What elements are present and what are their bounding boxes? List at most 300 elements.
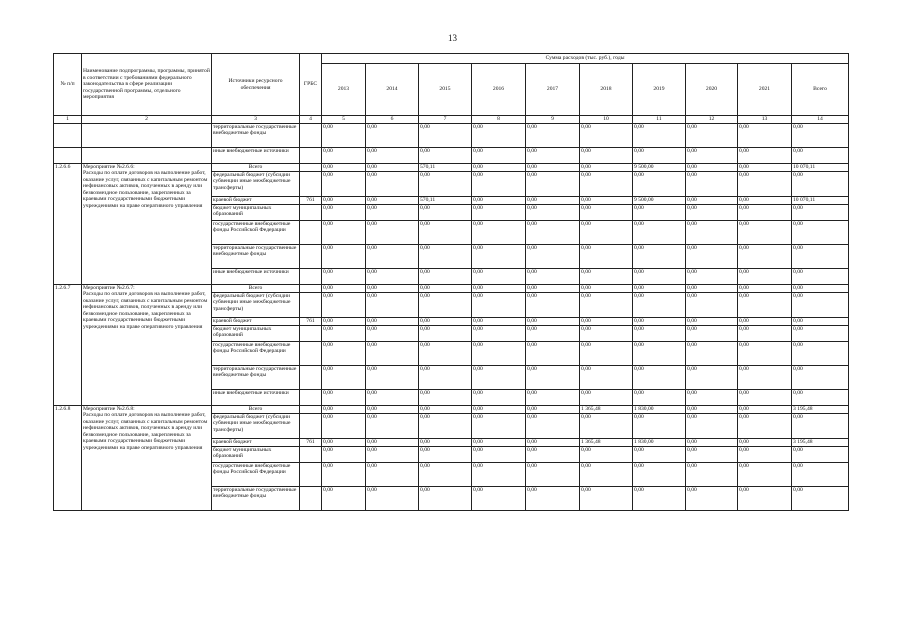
measure-number: 1.2.6.7 (54, 284, 82, 405)
value-cell: 0,00 (580, 365, 633, 389)
source-cell: территориальные государственные внебюджетные фонды (212, 486, 300, 510)
row-num-cell (54, 123, 82, 147)
value-cell: 0,00 (526, 204, 580, 220)
header-year: 2016 (472, 64, 526, 116)
value-cell: 0,00 (472, 204, 526, 220)
column-number: 9 (526, 116, 580, 124)
grbs-cell (300, 244, 322, 268)
grbs-cell (300, 413, 322, 438)
value-cell: 0,00 (322, 365, 366, 389)
value-cell: 0,00 (738, 413, 792, 438)
value-cell: 0,00 (633, 317, 686, 325)
value-cell: 0,00 (633, 284, 686, 292)
source-cell: федеральный бюджет (субсидии субвенции иные межбюджетные трансферты) (212, 171, 300, 196)
value-cell: 0,00 (580, 123, 633, 147)
value-cell: 0,00 (419, 147, 472, 163)
table-row (54, 163, 849, 171)
value-cell: 0,00 (738, 462, 792, 486)
value-cell: 0,00 (580, 163, 633, 171)
value-cell: 0,00 (419, 365, 472, 389)
value-cell: 0,00 (686, 123, 738, 147)
value-cell: 0,00 (472, 325, 526, 341)
value-cell: 0,00 (526, 244, 580, 268)
value-cell: 0,00 (322, 389, 366, 405)
value-cell: 0,00 (366, 389, 419, 405)
value-cell: 0,00 (472, 220, 526, 244)
value-cell: 0,00 (472, 438, 526, 446)
value-cell: 0,00 (526, 446, 580, 462)
value-cell: 0,00 (322, 325, 366, 341)
value-cell: 0,00 (366, 486, 419, 510)
value-cell: 1 365,48 (580, 438, 633, 446)
value-cell: 0,00 (686, 486, 738, 510)
value-cell: 0,00 (419, 204, 472, 220)
value-cell: 0,00 (792, 147, 849, 163)
value-cell: 1 830,00 (633, 405, 686, 413)
value-cell: 0,00 (580, 268, 633, 284)
value-cell: 0,00 (580, 389, 633, 405)
value-cell: 0,00 (366, 171, 419, 196)
value-cell: 0,00 (633, 171, 686, 196)
value-cell: 0,00 (633, 462, 686, 486)
value-cell: 0,00 (792, 244, 849, 268)
value-cell: 0,00 (366, 244, 419, 268)
header-grbs: ГРБС (300, 54, 322, 116)
value-cell: 0,00 (738, 486, 792, 510)
grbs-cell: 761 (300, 438, 322, 446)
source-cell: краевой бюджет (212, 196, 300, 204)
value-cell: 0,00 (322, 147, 366, 163)
value-cell: 0,00 (526, 220, 580, 244)
value-cell: 0,00 (580, 147, 633, 163)
value-cell: 0,00 (580, 284, 633, 292)
value-cell: 0,00 (419, 268, 472, 284)
value-cell: 0,00 (322, 196, 366, 204)
value-cell: 0,00 (633, 446, 686, 462)
value-cell: 0,00 (792, 446, 849, 462)
value-cell: 0,00 (686, 196, 738, 204)
header-year: 2020 (686, 64, 738, 116)
header-sum: Сумма расходов (тыс. руб.), годы (322, 54, 849, 64)
grbs-cell: 761 (300, 317, 322, 325)
value-cell: 0,00 (686, 220, 738, 244)
value-cell: 0,00 (686, 204, 738, 220)
column-number: 4 (300, 116, 322, 124)
value-cell: 0,00 (526, 413, 580, 438)
value-cell: 0,00 (472, 317, 526, 325)
value-cell: 0,00 (472, 123, 526, 147)
value-cell: 0,00 (633, 413, 686, 438)
value-cell: 0,00 (472, 147, 526, 163)
value-cell: 10 070,11 (792, 196, 849, 204)
value-cell: 0,00 (633, 220, 686, 244)
source-cell: иные внебюджетные источники (212, 268, 300, 284)
value-cell: 0,00 (322, 171, 366, 196)
value-cell: 0,00 (366, 292, 419, 317)
value-cell: 0,00 (792, 268, 849, 284)
value-cell: 0,00 (686, 413, 738, 438)
measure-number: 1.2.6.8 (54, 405, 82, 510)
value-cell: 0,00 (792, 204, 849, 220)
value-cell: 0,00 (738, 325, 792, 341)
value-cell: 0,00 (686, 284, 738, 292)
value-cell: 0,00 (419, 325, 472, 341)
value-cell: 0,00 (366, 325, 419, 341)
measure-description: Расходы по оплате договоров на выполнение работ, оказание услуг, связанных с капитальным ремонтом нефинансовых активов, полученных в аренду или безвозмездное пользование, закрепленных за краевыми государственными бюджетными учреждениями на праве оперативного управления (83, 170, 208, 209)
value-cell: 0,00 (472, 462, 526, 486)
value-cell: 0,00 (419, 171, 472, 196)
value-cell: 0,00 (322, 446, 366, 462)
value-cell: 0,00 (580, 486, 633, 510)
source-cell: федеральный бюджет (субсидии субвенции иные межбюджетные трансферты) (212, 292, 300, 317)
value-cell: 0,00 (792, 413, 849, 438)
value-cell: 0,00 (686, 163, 738, 171)
grbs-cell (300, 204, 322, 220)
header-year: Всего (792, 64, 849, 116)
value-cell: 0,00 (738, 204, 792, 220)
value-cell: 0,00 (526, 365, 580, 389)
header-year: 2021 (738, 64, 792, 116)
value-cell: 0,00 (419, 389, 472, 405)
value-cell: 0,00 (526, 268, 580, 284)
value-cell: 0,00 (792, 220, 849, 244)
value-cell: 0,00 (792, 341, 849, 365)
value-cell: 0,00 (580, 446, 633, 462)
value-cell: 0,00 (366, 204, 419, 220)
value-cell: 0,00 (580, 220, 633, 244)
header-year: 2019 (633, 64, 686, 116)
value-cell: 0,00 (472, 292, 526, 317)
table-row (54, 284, 849, 292)
value-cell: 0,00 (419, 123, 472, 147)
value-cell: 0,00 (322, 292, 366, 317)
value-cell: 0,00 (738, 446, 792, 462)
value-cell: 0,00 (419, 292, 472, 317)
value-cell: 9 500,00 (633, 196, 686, 204)
value-cell: 0,00 (419, 486, 472, 510)
value-cell: 0,00 (792, 292, 849, 317)
value-cell: 0,00 (526, 317, 580, 325)
value-cell: 0,00 (526, 284, 580, 292)
value-cell: 0,00 (472, 365, 526, 389)
header-year: 2017 (526, 64, 580, 116)
value-cell: 0,00 (686, 147, 738, 163)
value-cell: 0,00 (686, 365, 738, 389)
value-cell: 0,00 (738, 123, 792, 147)
grbs-cell (300, 163, 322, 171)
value-cell: 0,00 (472, 486, 526, 510)
value-cell: 0,00 (580, 341, 633, 365)
value-cell: 0,00 (472, 163, 526, 171)
value-cell: 0,00 (792, 325, 849, 341)
value-cell: 3 195,48 (792, 438, 849, 446)
column-number: 13 (738, 116, 792, 124)
value-cell: 0,00 (366, 220, 419, 244)
value-cell: 0,00 (419, 405, 472, 413)
value-cell: 0,00 (322, 220, 366, 244)
name-cell (82, 147, 212, 163)
value-cell: 0,00 (366, 196, 419, 204)
source-cell: краевой бюджет (212, 317, 300, 325)
value-cell: 0,00 (366, 405, 419, 413)
value-cell: 0,00 (322, 341, 366, 365)
value-cell: 0,00 (419, 317, 472, 325)
value-cell: 0,00 (322, 123, 366, 147)
value-cell: 0,00 (419, 413, 472, 438)
value-cell: 0,00 (526, 171, 580, 196)
source-cell: государственные внебюджетные фонды Российской Федерации (212, 220, 300, 244)
value-cell: 0,00 (580, 204, 633, 220)
value-cell: 0,00 (738, 317, 792, 325)
source-cell: федеральный бюджет (субсидии субвенции иные межбюджетные трансферты) (212, 413, 300, 438)
value-cell: 0,00 (366, 147, 419, 163)
table-row (54, 405, 849, 413)
source-cell: Всего (212, 163, 300, 171)
measure-title: Мероприятие №2.6.6: (83, 163, 135, 170)
value-cell: 0,00 (686, 405, 738, 413)
source-cell: иные внебюджетные источники (212, 147, 300, 163)
value-cell: 0,00 (633, 325, 686, 341)
value-cell: 0,00 (419, 462, 472, 486)
value-cell: 0,00 (738, 284, 792, 292)
column-number: 12 (686, 116, 738, 124)
grbs-cell (300, 292, 322, 317)
value-cell: 0,00 (633, 486, 686, 510)
value-cell: 0,00 (633, 244, 686, 268)
value-cell: 0,00 (686, 438, 738, 446)
column-number: 10 (580, 116, 633, 124)
header-year: 2018 (580, 64, 633, 116)
value-cell: 0,00 (580, 317, 633, 325)
header-row-num: № п/п (54, 54, 82, 116)
value-cell: 0,00 (322, 163, 366, 171)
value-cell: 0,00 (526, 405, 580, 413)
column-number: 3 (212, 116, 300, 124)
value-cell: 0,00 (472, 405, 526, 413)
value-cell: 0,00 (686, 244, 738, 268)
measure-name-cell (82, 163, 212, 284)
value-cell: 570,11 (419, 196, 472, 204)
value-cell: 0,00 (792, 389, 849, 405)
table-body (54, 123, 849, 510)
value-cell: 0,00 (526, 196, 580, 204)
grbs-cell (300, 220, 322, 244)
value-cell: 0,00 (472, 171, 526, 196)
source-cell: Всего (212, 405, 300, 413)
value-cell: 0,00 (686, 317, 738, 325)
header-name: Наименование подпрограммы, программы, принятой в соответствии с требованиями федерального законодательства в сфере реализации государственной программы, отдельного мероприятия (82, 54, 212, 116)
value-cell: 0,00 (526, 341, 580, 365)
header-year: 2014 (366, 64, 419, 116)
value-cell: 0,00 (322, 486, 366, 510)
value-cell: 0,00 (472, 284, 526, 292)
value-cell: 0,00 (526, 123, 580, 147)
value-cell: 0,00 (792, 365, 849, 389)
value-cell: 0,00 (472, 268, 526, 284)
value-cell: 0,00 (419, 438, 472, 446)
value-cell: 0,00 (322, 244, 366, 268)
value-cell: 3 195,48 (792, 405, 849, 413)
source-cell: бюджет муниципальных образований (212, 446, 300, 462)
value-cell: 0,00 (686, 446, 738, 462)
grbs-cell (300, 268, 322, 284)
header-year: 2013 (322, 64, 366, 116)
value-cell: 0,00 (322, 268, 366, 284)
grbs-cell (300, 341, 322, 365)
value-cell: 0,00 (472, 389, 526, 405)
value-cell: 0,00 (419, 446, 472, 462)
value-cell: 0,00 (686, 325, 738, 341)
source-cell: краевой бюджет (212, 438, 300, 446)
value-cell: 0,00 (472, 244, 526, 268)
value-cell: 0,00 (738, 268, 792, 284)
source-cell: государственные внебюджетные фонды Российской Федерации (212, 462, 300, 486)
value-cell: 0,00 (366, 163, 419, 171)
column-number: 7 (419, 116, 472, 124)
value-cell: 0,00 (580, 244, 633, 268)
column-number: 6 (366, 116, 419, 124)
measure-title: Мероприятие №2.6.8: (83, 405, 135, 412)
value-cell: 0,00 (322, 413, 366, 438)
value-cell: 0,00 (633, 365, 686, 389)
source-cell: Всего (212, 284, 300, 292)
value-cell: 0,00 (322, 405, 366, 413)
header-source: Источники ресурсного обеспечения (212, 54, 300, 116)
measure-name-cell (82, 405, 212, 510)
value-cell: 0,00 (633, 389, 686, 405)
value-cell: 0,00 (738, 365, 792, 389)
page-number: 13 (448, 33, 457, 43)
value-cell: 0,00 (633, 204, 686, 220)
value-cell: 0,00 (792, 284, 849, 292)
value-cell: 0,00 (366, 413, 419, 438)
value-cell: 0,00 (686, 462, 738, 486)
value-cell: 0,00 (633, 292, 686, 317)
grbs-cell (300, 405, 322, 413)
value-cell: 0,00 (633, 268, 686, 284)
value-cell: 1 830,00 (633, 438, 686, 446)
value-cell: 0,00 (366, 365, 419, 389)
value-cell: 0,00 (322, 284, 366, 292)
value-cell: 0,00 (633, 123, 686, 147)
value-cell: 0,00 (738, 163, 792, 171)
value-cell: 0,00 (322, 438, 366, 446)
name-cell (82, 123, 212, 147)
column-number: 11 (633, 116, 686, 124)
grbs-cell (300, 123, 322, 147)
value-cell: 0,00 (419, 341, 472, 365)
value-cell: 0,00 (366, 284, 419, 292)
value-cell: 0,00 (366, 341, 419, 365)
value-cell: 0,00 (419, 284, 472, 292)
value-cell: 0,00 (738, 196, 792, 204)
column-number: 1 (54, 116, 82, 124)
grbs-cell (300, 147, 322, 163)
value-cell: 0,00 (738, 438, 792, 446)
value-cell: 0,00 (472, 446, 526, 462)
grbs-cell (300, 325, 322, 341)
grbs-cell (300, 365, 322, 389)
value-cell: 0,00 (792, 123, 849, 147)
value-cell: 0,00 (419, 220, 472, 244)
value-cell: 0,00 (686, 292, 738, 317)
source-cell: территориальные государственные внебюджетные фонды (212, 244, 300, 268)
grbs-cell (300, 284, 322, 292)
value-cell: 0,00 (792, 171, 849, 196)
value-cell: 0,00 (526, 462, 580, 486)
value-cell: 0,00 (366, 438, 419, 446)
grbs-cell (300, 389, 322, 405)
header-year: 2015 (419, 64, 472, 116)
value-cell: 0,00 (526, 292, 580, 317)
value-cell: 0,00 (580, 462, 633, 486)
value-cell: 0,00 (738, 220, 792, 244)
column-number: 14 (792, 116, 849, 124)
measure-number: 1.2.6.6 (54, 163, 82, 284)
value-cell: 0,00 (792, 462, 849, 486)
value-cell: 0,00 (366, 446, 419, 462)
value-cell: 1 365,48 (580, 405, 633, 413)
value-cell: 0,00 (686, 389, 738, 405)
source-cell: бюджет муниципальных образований (212, 325, 300, 341)
column-numbers-row (54, 116, 849, 124)
measure-title: Мероприятие №2.6.7: (83, 284, 135, 291)
value-cell: 0,00 (322, 204, 366, 220)
value-cell: 0,00 (526, 389, 580, 405)
value-cell: 0,00 (580, 325, 633, 341)
value-cell: 0,00 (366, 317, 419, 325)
column-number: 5 (322, 116, 366, 124)
value-cell: 0,00 (738, 244, 792, 268)
value-cell: 0,00 (322, 317, 366, 325)
value-cell: 0,00 (366, 268, 419, 284)
value-cell: 0,00 (526, 486, 580, 510)
measure-name-cell (82, 284, 212, 405)
value-cell: 0,00 (472, 196, 526, 204)
value-cell: 0,00 (686, 171, 738, 196)
value-cell: 0,00 (472, 413, 526, 438)
value-cell: 0,00 (526, 325, 580, 341)
value-cell: 0,00 (580, 196, 633, 204)
source-cell: территориальные государственные внебюджетные фонды (212, 123, 300, 147)
source-cell: государственные внебюджетные фонды Российской Федерации (212, 341, 300, 365)
grbs-cell (300, 462, 322, 486)
value-cell: 570,11 (419, 163, 472, 171)
value-cell: 10 070,11 (792, 163, 849, 171)
grbs-cell (300, 446, 322, 462)
table-row (54, 123, 849, 147)
table-header (54, 54, 849, 124)
source-cell: иные внебюджетные источники (212, 389, 300, 405)
value-cell: 0,00 (792, 317, 849, 325)
value-cell: 0,00 (633, 147, 686, 163)
value-cell: 0,00 (580, 171, 633, 196)
value-cell: 0,00 (633, 341, 686, 365)
value-cell: 0,00 (419, 244, 472, 268)
budget-table (53, 53, 849, 511)
value-cell: 0,00 (738, 147, 792, 163)
column-number: 2 (82, 116, 212, 124)
value-cell: 0,00 (686, 341, 738, 365)
measure-description: Расходы по оплате договоров на выполнение работ, оказание услуг, связанных с капитальным ремонтом нефинансовых активов, полученных в аренду или безвозмездное пользование, закрепленных за краевыми государственными бюджетными учреждениями на праве оперативного управления (83, 291, 208, 330)
grbs-cell: 761 (300, 196, 322, 204)
value-cell: 0,00 (738, 292, 792, 317)
measure-description: Расходы по оплате договоров на выполнение работ, оказание услуг, связанных с капитальным ремонтом нефинансовых активов, полученных в аренду или безвозмездное пользование, закрепленных за краевыми государственными бюджетными учреждениями на праве оперативного управления (83, 412, 208, 451)
value-cell: 9 500,00 (633, 163, 686, 171)
value-cell: 0,00 (738, 341, 792, 365)
source-cell: территориальные государственные внебюджетные фонды (212, 365, 300, 389)
grbs-cell (300, 171, 322, 196)
